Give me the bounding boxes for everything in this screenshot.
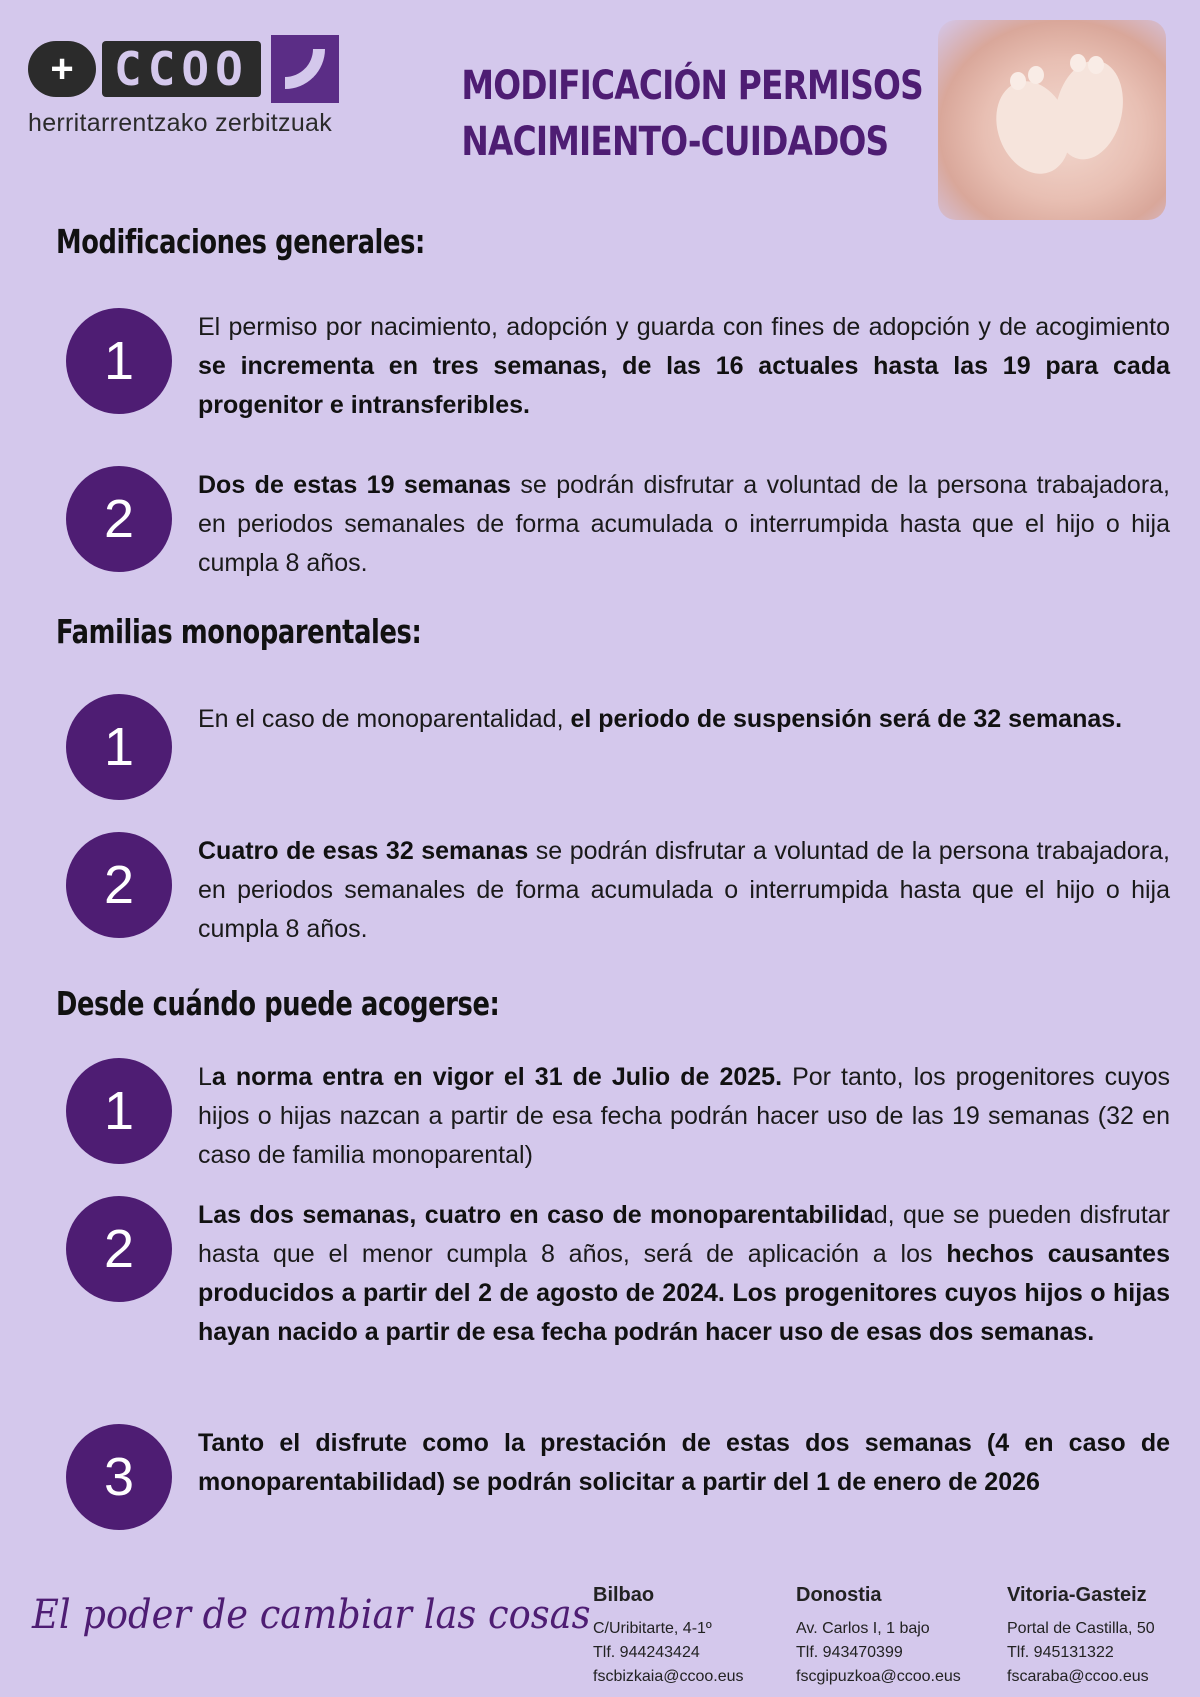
toe	[1088, 56, 1104, 74]
page-title	[461, 58, 923, 170]
number-badge: 2	[66, 466, 172, 572]
number-badge: 1	[66, 308, 172, 414]
number-badge: 2	[66, 1196, 172, 1302]
office-bilbao	[593, 1583, 744, 1689]
section-heading: Familias monoparentales:	[56, 612, 422, 651]
list-item	[66, 308, 1170, 425]
text: se podrán disfrutar a voluntad de la persona trabajadora, en periodos semanales de forma acumulada o interrumpida hasta que el hijo o hija cumpla 8 años.	[198, 837, 1170, 943]
office-email: fscbizkaia@ccoo.eus	[593, 1668, 744, 1685]
bold-text: Las dos semanas, cuatro en caso de monoparentabilida	[198, 1201, 874, 1229]
office-phone: Tlf. 944243424	[593, 1644, 700, 1661]
flag-logo-icon	[271, 35, 339, 103]
office-email: fscaraba@ccoo.eus	[1007, 1668, 1149, 1685]
text: se podrán disfrutar a voluntad de la persona trabajadora, en periodos semanales de forma acumulada o interrumpida hasta que el hijo o hija cumpla 8 años.	[198, 471, 1170, 577]
text: d, que se pueden disfrutar hasta que el menor cumpla 8 años, será de aplicación a los	[198, 1201, 1170, 1268]
office-city: Vitoria-Gasteiz	[1007, 1584, 1147, 1606]
title-line-2: NACIMIENTO-CUIDADOS	[461, 119, 889, 165]
toe	[1028, 66, 1044, 84]
list-item	[66, 694, 1170, 800]
text: El permiso por nacimiento, adopción y guarda con fines de adopción y de acogimiento	[198, 313, 1170, 341]
cross-logo-icon: +	[28, 41, 96, 97]
text: En el caso de monoparentalidad,	[198, 705, 571, 733]
text: Por tanto, los progenitores cuyos hijos o hijas nazcan a partir de esa fecha podrán hacer uso de las 19 semanas (32 en caso de familia monoparental)	[198, 1063, 1170, 1169]
item-text	[198, 466, 1170, 583]
office-city: Donostia	[796, 1584, 882, 1606]
bold-text: el periodo de suspensión será de 32 semanas.	[570, 705, 1123, 733]
bold-text: Dos de estas 19 semanas	[198, 471, 511, 499]
item-text	[198, 1058, 1170, 1175]
bold-text: a norma entra en vigor el 31 de Julio de 2025.	[211, 1063, 783, 1091]
list-item	[66, 466, 1170, 583]
number-badge: 3	[66, 1424, 172, 1530]
bold-text: se incrementa en tres semanas, de las 16 actuales hasta las 19 para cada progenitor e intransferibles.	[198, 352, 1170, 419]
office-address: Portal de Castilla, 50	[1007, 1620, 1155, 1637]
title-line-1: MODIFICACIÓN PERMISOS	[461, 63, 923, 109]
office-vitoria-gasteiz	[1007, 1583, 1155, 1689]
office-address: C/Uribitarte, 4-1º	[593, 1620, 712, 1637]
office-address: Av. Carlos I, 1 bajo	[796, 1620, 930, 1637]
item-text	[198, 700, 1170, 739]
toe	[1070, 54, 1086, 72]
bold-text: hechos causantes producidos a partir del 2 de agosto de 2024. Los progenitores cuyos hijos o hijas hayan nacido a partir de esa fecha podrán hacer uso de esas dos semanas.	[198, 1240, 1170, 1346]
item-text	[198, 832, 1170, 949]
item-text	[198, 308, 1170, 425]
ccoo-logo	[28, 35, 400, 135]
number-badge: 2	[66, 832, 172, 938]
list-item	[66, 1196, 1170, 1352]
bold-text: Cuatro de esas 32 semanas	[198, 837, 529, 865]
office-phone: Tlf. 945131322	[1007, 1644, 1114, 1661]
item-text	[198, 1424, 1170, 1502]
item-text	[198, 1196, 1170, 1352]
slogan: El poder de cambiar las cosas	[32, 1592, 591, 1638]
logo-subtitle: herritarrentzako zerbitzuak	[28, 109, 333, 137]
bold-text: Tanto el disfrute como la prestación de estas dos semanas (4 en caso de monoparentabilidad) se podrán solicitar a partir del 1 de enero de 2026	[198, 1429, 1170, 1496]
list-item	[66, 1058, 1170, 1175]
office-city: Bilbao	[593, 1584, 655, 1606]
list-item	[66, 832, 1170, 949]
toe	[1010, 72, 1026, 90]
section-heading: Desde cuándo puede acogerse:	[56, 984, 500, 1023]
section-heading: Modificaciones generales:	[56, 222, 425, 261]
logo-wordmark: CCOO	[102, 41, 261, 97]
number-badge: 1	[66, 1058, 172, 1164]
list-item	[66, 1424, 1170, 1530]
office-donostia	[796, 1583, 961, 1689]
office-phone: Tlf. 943470399	[796, 1644, 903, 1661]
office-email: fscgipuzkoa@ccoo.eus	[796, 1668, 961, 1685]
number-badge: 1	[66, 694, 172, 800]
baby-feet-photo	[938, 20, 1166, 220]
text: L	[198, 1063, 212, 1091]
